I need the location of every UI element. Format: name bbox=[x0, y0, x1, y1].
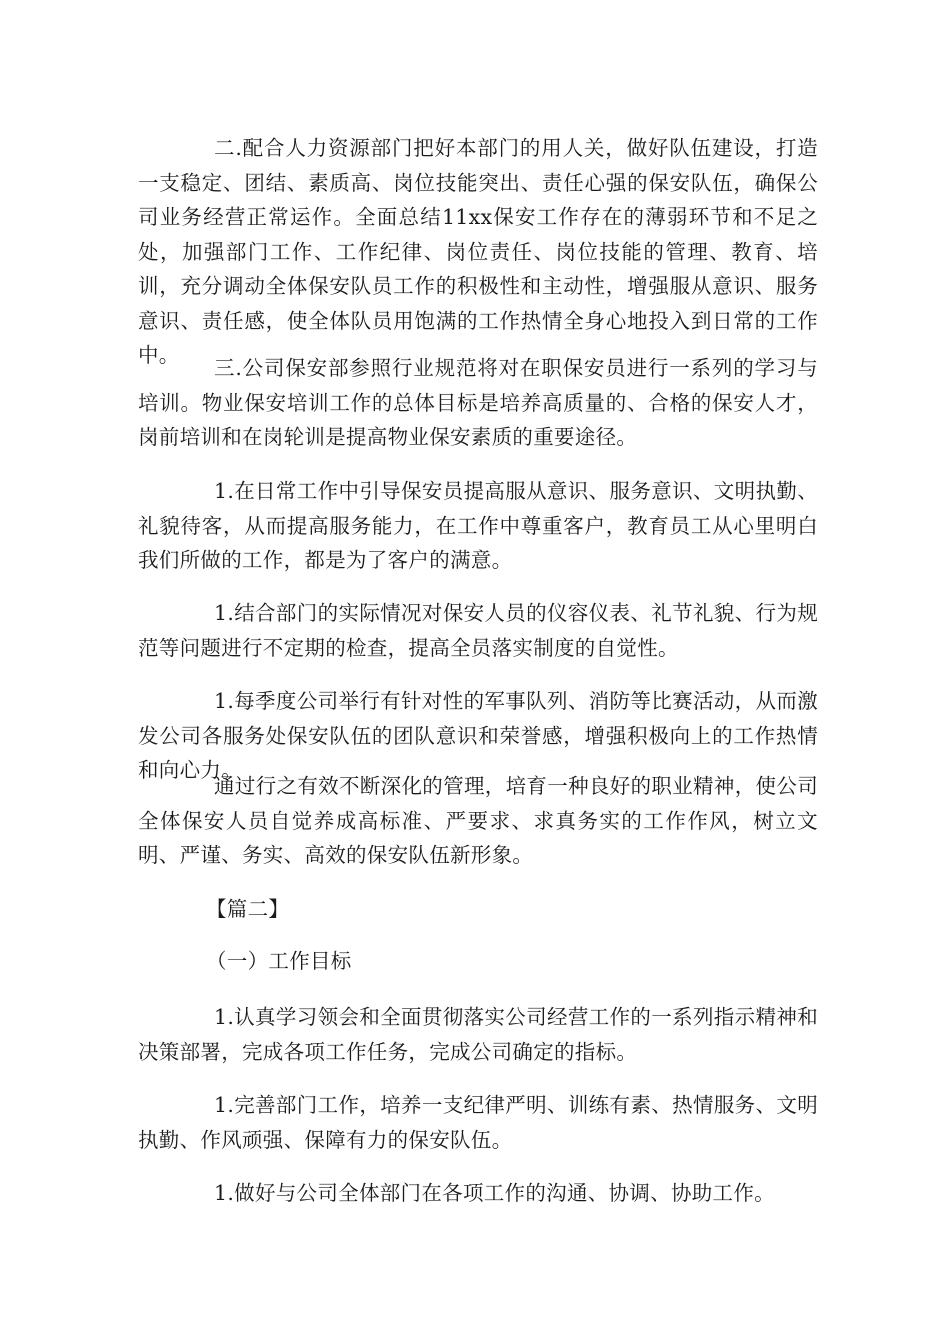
paragraph-competitions: 1.每季度公司举行有针对性的军事队列、消防等比赛活动，从而激发公司各服务处保安队伍的团队意识和荣誉感，增强积极向上的工作热情和向心力。 bbox=[138, 689, 818, 782]
paragraph-goal-team: 1.完善部门工作，培养一支纪律严明、训练有素、热情服务、文明执勤、作风顽强、保障有力的保安队伍。 bbox=[138, 1093, 818, 1152]
paragraph-inspection: 1.结合部门的实际情况对保安人员的仪容仪表、礼节礼貌、行为规范等问题进行不定期的检查，提高全员落实制度的自觉性。 bbox=[138, 601, 818, 660]
paragraph-team-building: 二.配合人力资源部门把好本部门的用人关，做好队伍建设，打造一支稳定、团结、素质高、岗位技能突出、责任心强的保安队伍，确保公司业务经营正常运作。全面总结11xx保安工作存在的薄弱环节和不足之处，加强部门工作、工作纪律、岗位责任、岗位技能的管理、教育、培训，充分调动全体保安队员工作的积极性和主动性，增强服从意识、服务意识、责任感，使全体队员用饱满的工作热情全身心地投入到日常的工作中。 bbox=[138, 136, 818, 367]
paragraph-training-plan: 三.公司保安部参照行业规范将对在职保安员进行一系列的学习与培训。物业保安培训工作的总体目标是培养高质量的、合格的保安人才，岗前培训和在岗轮训是提高物业保安素质的重要途径。 bbox=[138, 356, 818, 449]
paragraph-service-awareness: 1.在日常工作中引导保安员提高服从意识、服务意识、文明执勤、礼貌待客，从而提高服务能力，在工作中尊重客户，教育员工从心里明白我们所做的工作，都是为了客户的满意。 bbox=[138, 479, 818, 572]
paragraph-goal-coordination: 1.做好与公司全体部门在各项工作的沟通、协调、协助工作。 bbox=[214, 1181, 775, 1205]
subheading-work-goals: （一）工作目标 bbox=[206, 949, 352, 973]
paragraph-goal-implement: 1.认真学习领会和全面贯彻落实公司经营工作的一系列指示精神和决策部署，完成各项工作任务，完成公司确定的指标。 bbox=[138, 1005, 818, 1064]
section-heading-part-two: 【篇二】 bbox=[206, 897, 290, 921]
paragraph-management-summary: 通过行之有效不断深化的管理，培育一种良好的职业精神，使公司全体保安人员自觉养成高标准、严要求、求真务实的工作作风，树立文明、严谨、务实、高效的保安队伍新形象。 bbox=[138, 774, 818, 867]
